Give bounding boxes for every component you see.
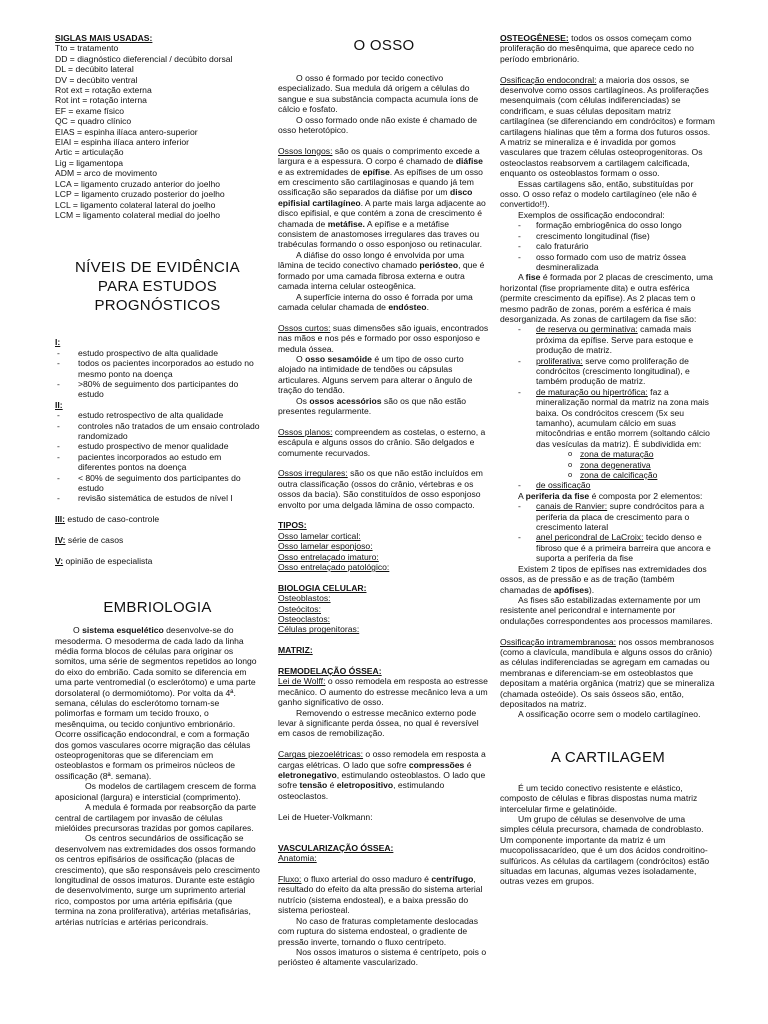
sigla-item: LCP = ligamento cruzado posterior do joelho [55,189,225,200]
fluxo-paragraph [278,874,490,916]
hueter-label: Lei de Hueter-Volkmann: [278,811,373,822]
sigla-item: ADM = arco de movimento [55,168,157,179]
text: A [518,272,526,283]
bold-term: centrífugo [431,874,474,885]
text: A epífise e a metáfise consistem de anastomoses irregulares das traves ou trabéculas formando o osso esponjoso ou retinacular. [278,218,482,250]
lacroix-label: anel pericondral de LaCroix: [536,532,644,543]
osteogenese-label: OSTEOGÊNESE: [500,33,569,43]
text: são os quais o comprimento excede a largura e a espessura. O corpo é chamado de [278,145,480,167]
tipo-item: Osso entrelaçado imaturo: [278,551,379,562]
text: A [518,490,526,501]
list-item: o zona de calcificação [558,470,716,480]
sigla-item: QC = quadro clínico [55,116,132,127]
fluxo-label: Fluxo: [278,874,302,885]
ossos-curtos-paragraph [278,323,490,354]
wolff-paragraph [278,676,490,707]
level-5 [55,556,260,566]
list-item [514,501,716,532]
column-right [500,33,716,887]
endocondral-label: Ossificação endocondral: [500,74,597,85]
level-2-label: II: [55,399,63,410]
bold-term: tensão [299,780,328,791]
level-3-text: estudo de caso-controle [65,514,160,525]
exemplos-title: Exemplos de ossificação endocondral: [518,209,665,220]
diafise-paragraph [278,250,490,292]
cartilagem-title: A CARTILAGEM [550,748,666,766]
level-4 [55,535,260,545]
bio-item: Células progenitoras: [278,624,360,635]
text: são os que não estão incluídos em outra classificação (ossos do crânio, vértebras e os ossos da bacia). São constituídos de osso esponjoso envolto por uma delgada lâmina de osso compacto. [278,468,483,510]
imaturos-paragraph: Nos ossos imaturos o sistema é centrípeto, pois o periósteo é altamente vascularizado. [278,946,487,968]
level-2-list [55,410,260,504]
text: faz a mineralização normal da matriz na zona mais baixa. Os condrócitos crescem (5x seu tamanho), acumulam cálcio em suas mitocôndrias e então morrem (soltando cálcio das vesículas da matriz). É subdividida em: [536,386,710,449]
text: supre condrócitos para a periferia da placa de crescimento para o crescimento lateral [536,501,705,533]
list-item: - osso formado com uso de matriz óssea desmineralizada [514,252,716,273]
tipo-item: Osso entrelaçado patológico: [278,562,390,573]
removendo-paragraph: Removendo o estresse mecânico externo pode levar à significante perda óssea, no qual é reversível em casos de remobilização. [278,707,479,739]
superficie-paragraph [278,292,490,313]
fises-paragraph: As fises são estabilizadas externamente por um resistente anel pericondral e internamente por ondulações correspondentes aos processos mamilares. [500,594,713,626]
embrio-paragraph-2: Os modelos de cartilagem crescem de forma aposicional (largura) e intersticial (comprimento). [55,781,256,802]
text: A diáfise do osso longo é envolvida por uma lâmina de tecido conectivo chamado [278,249,465,271]
text: é [327,780,337,791]
text: A superfície interna do osso é forrada por uma camada celular chamada de [278,291,473,312]
wolff-label: Lei de Wolff: [278,676,326,687]
text: nos ossos membranosos (como a clavícula, mandíbula e alguns ossos do crânio) as células indiferenciadas se agregam em camadas ou membranas e diferenciam-se em osteoblastos que depositam a matéria orgânica (matriz) que se mineraliza (chamada osteóide). Os sais ósseos são, então, depositados na matriz. [500,636,715,709]
list-item [514,532,716,563]
bold-term: apófises [553,584,589,595]
sigla-item: DD = diagnóstico dieferencial / decúbito dorsal [55,53,233,64]
ossos-curtos-label: Ossos curtos: [278,322,331,333]
sigla-item: DV = decúbito ventral [55,74,138,85]
sigla-item: EIAI = espinha ilíaca antero inferior [55,137,189,148]
column-middle [278,33,490,968]
list-item: - controles não tratados de um ensaio controlado randomizado [55,421,260,442]
list-item: - estudo retrospectivo de alta qualidade [55,410,260,420]
text: , estimulando osteoblastos. O lado que sofre [278,770,486,791]
text: o osso remodela em resposta ao estresse mecânico. O aumento do estresse mecânico leva a um ganho significativo de osso. [278,676,488,708]
list-item: - estudo prospectivo de menor qualidade [55,441,260,451]
bold-term: eletropositivo [336,780,394,791]
essas-paragraph: Essas cartilagens são, então, substituídas por osso. O osso refaz o modelo cartilagíneo (ele não é convertido!!). [500,178,697,210]
text: , que é formado por uma camada fibrosa externa e outra camada interna celular osteogênica. [278,260,485,292]
bold-term: diáfise [455,156,483,167]
text: O [296,353,306,364]
sigla-item: Tto = tratamento [55,43,119,54]
bold-term: fise [525,272,541,283]
text: desenvolve-se do mesoderma. O mesoderma de cada lado da linha média forma blocos de células para originar os somitos, uma série de segmentos repetidos ao longo do eixo do embrião. Cada somito se diferencia em uma parte ventromedial (o esclerótomo) e uma parte dorsolateral (o dermomiótomo). Por volta da 4ª. semana, células do esclerótomo tornam-se polimorfas e formam um tecido frouxo, o mesênquima, ou tecido conjuntivo embrionário. Ocorre ossificação endocondral, e com a formação dos gomos vasculares ocorre migração das células osteoprogenitoras que se diferenciam em osteoblastos e formam os primeiros núcleos de ossificação (8ª. semana). [55,625,257,781]
text: é composta por 2 elementos: [589,490,703,501]
periferia-paragraph [500,491,716,501]
ossos-longos-label: Ossos longos: [278,145,333,156]
zonas-list [514,324,716,449]
list-item [514,387,716,449]
level-3-label: III: [55,514,66,525]
bold-term: periferia da fise [525,490,590,501]
siglas-title: SIGLAS MAIS USADAS: [55,33,153,43]
subzonas-list [500,449,716,480]
exemplos-list [514,220,716,272]
ossos-planos-label: Ossos planos: [278,426,333,437]
ossos-planos-paragraph [278,427,490,458]
text: ). [588,584,595,595]
bio-item: Osteócitos: [278,603,321,614]
text: e as extremidades de [278,166,363,177]
fratura-paragraph: No caso de fraturas completamente deslocadas com ruptura do sistema endosteal, o gradiente de pressão inverte, tornando o fluxo centrípeto. [278,915,479,947]
siglas-list [55,43,260,220]
embrio-paragraph-1 [55,625,260,781]
ranvier-label: canais de Ranvier: [536,501,608,512]
niveis-title: NÍVEIS DE EVIDÊNCIA PARA ESTUDOS PROGNÓSTICOS [75,259,240,315]
zona-label: proliferativa: [536,355,583,366]
bold-term: endósteo [388,301,427,312]
text: o fluxo arterial do osso maduro é [301,874,432,885]
text: . [426,301,429,312]
list-item: - calo fraturário [514,241,716,251]
text: são os que não estão presentes regularmente. [278,395,467,416]
list-item: o zona degenerativa [558,460,716,470]
cartilagem-paragraph-1: É um tecido conectivo resistente e elástico, composto de células e fibras dispostas numa matriz intercelular firme e gelatinóide. [500,782,698,814]
level-1-list [55,348,260,400]
sigla-item: EF = exame físico [55,105,125,116]
cartilagem-paragraph-2: Um grupo de células se desenvolve de uma simples célula precursora, chamada de condroblasto. Um componente importante da matriz é um mucopolissacarídeo, que é um dos ácidos condroitino-sulfúricos. As células da cartilagem (condrócitos) estão situadas em lacunas, algumas vezes isoladamente, outras vezes em grupos. [500,814,710,887]
sigla-item: LCL = ligamento colateral lateral do joelho [55,199,216,210]
remodelacao-title: REMODELAÇÃO ÓSSEA: [278,666,382,677]
text: Existem 2 tipos de epífises nas extremidades dos ossos, as de pressão e as de tração (também chamadas de [500,563,707,595]
list-item: - >80% de seguimento dos participantes do estudo [55,379,260,400]
vascularizacao-title: VASCULARIZAÇÃO ÓSSEA: [278,842,394,853]
list-item: - revisão sistemática de estudos de nível I [55,493,260,503]
zona-4-list [514,480,716,490]
text: . As epífises de um osso em crescimento são cartilaginosas e quando já tem ossificação são separados da diáfise por um [278,166,483,198]
endocondral-paragraph [500,75,716,179]
bold-term: ossos acessórios [309,395,382,406]
bio-item: Osteoblastos: [278,593,331,604]
osso-title: O OSSO [353,37,415,54]
fise-paragraph [500,272,716,324]
text: , resultado do efeito da alta pressão do sistema arterial nutrício (sistema endosteal), e a baixa pressão do sistema periosteal. [278,874,483,916]
ossos-longos-paragraph [278,146,490,250]
matriz-title: MATRIZ: [278,645,313,656]
level-1-label: I: [55,337,61,348]
sigla-item: LCA = ligamento cruzado anterior do joelho [55,178,221,189]
list-item: - estudo prospectivo de alta qualidade [55,348,260,358]
list-item: - formação embriogênica do osso longo [514,220,716,230]
tipo-item: Osso lamelar cortical: [278,530,361,541]
text: é um tipo de osso curto alojado na intimidade de tendões ou cápsulas articulares. Alguns servem para alterar o ângulo de tração do tendão. [278,353,473,396]
level-3 [55,514,260,524]
list-item: - de ossificação [514,480,716,490]
text: a maioria dos ossos, se desenvolve como ossos cartilagíneos. As proliferações mesenquimais (com células indiferenciadas) se condrificam, e suas células depositam matriz cartilagínea (se diferenciando em condrócitos) e formam cartilagens hialinas que têm a forma dos futuros ossos. A matriz se mineraliza e é invadida por gomos vasculares que trazem células osteoprogenitoras. Os osteoclastos reabsorvem a cartilagem calcificada, enquanto os osteoblastos formam o osso. [500,74,715,179]
acessorios-paragraph [278,396,490,417]
cargas-label: Cargas piezoelétricas: [278,749,364,760]
bold-term: osso sesamóide [305,353,372,364]
cargas-paragraph [278,749,490,801]
bold-term: eletronegativo [278,770,337,781]
text: o osso remodela em resposta a cargas elétricas. O lado que sofre [278,749,486,770]
bold-term: metáfise. [327,218,365,229]
embrio-paragraph-3: A medula é formada por reabsorção da parte central de cartilagem por invasão de células mielóides precursoras trazidas por gomos capilares. [55,802,257,833]
column-left [55,33,260,927]
intramembranosa-label: Ossificação intramembranosa: [500,636,617,647]
osso-paragraph-2: O osso formado onde não existe é chamado de osso heterotópico. [278,114,478,136]
osteogenese-paragraph [500,33,716,64]
list-item: - pacientes incorporados ao estudo em diferentes pontos na doença [55,452,260,473]
periferia-list [514,501,716,563]
bold-term: epífise [362,166,390,177]
ossos-irregulares-label: Ossos irregulares: [278,468,348,479]
sesamoide-paragraph [278,354,490,396]
level-4-label: IV: [55,535,66,545]
text: Os [296,395,310,406]
zona-label: de reserva ou germinativa: [536,324,638,335]
sigla-item: EIAS = espinha ilíaca antero-superior [55,126,198,137]
list-item: - todos os pacientes incorporados ao estudo no mesmo ponto na doença [55,358,260,379]
text: todos os ossos começam como proliferação do mesênquima, que aparece cedo no período embrionário. [500,33,694,64]
level-4-text: série de casos [65,535,124,545]
intramembranosa-paragraph [500,637,716,710]
sigla-item: Artic = articulação [55,147,124,158]
ossificacao-paragraph: A ossificação ocorre sem o modelo cartilagíneo. [518,709,701,720]
text: , estimulando osteoclastos. [278,780,445,801]
text: é [464,759,472,770]
list-item [514,324,716,355]
list-item: o zona de maturação [558,449,716,459]
text: serve como proliferação de condrócitos (crescimento longitudinal), e também produção de matriz. [536,355,690,387]
list-item: - crescimento longitudinal (fise) [514,231,716,241]
tipos-title: TIPOS: [278,520,307,531]
text: camada mais próxima da epífise. Serve para estoque e produção de matriz. [536,324,694,356]
tipo-item: Osso lamelar esponjoso: [278,541,373,552]
anatomia-label: Anatomia: [278,853,317,864]
text: tecido denso e fibroso que é a primeira barreira que ancora e suporta a periferia da fise [536,532,711,564]
osso-paragraph-1: O osso é formado por tecido conectivo especializado. Sua medula dá origem a células do sangue e sua substância compacta acumula íons de cálcio e fosfato. [278,73,479,115]
bold-term: sistema esquelético [82,625,164,636]
level-5-text: opinião de especialista [63,555,153,566]
biologia-title: BIOLOGIA CELULAR: [278,582,367,593]
sigla-item: Lig = ligamentopa [55,157,124,168]
embrio-paragraph-4: Os centros secundários de ossificação se desenvolvem nas extremidades dos ossos formando os centros epifisários de ossificação (placas de crescimento), que são responsáveis pelo crescimento longitudinal de ossos imaturos. Durante este estágio de desenvolvimento, surge um suprimento arterial rico, compostos por uma artéria epifisária (que termina na zona proliferativa), artérias metafisárias, artérias nutrícias e artérias pericondrais. [55,833,260,927]
text: compreendem as costelas, o esterno, a escápula e alguns ossos do crânio. São delgados e comumente recurvados. [278,426,486,458]
sigla-item: LCM = ligamento colateral medial do joelho [55,209,221,220]
zona-label: de maturação ou hipertrófica: [536,386,648,397]
ossos-irregulares-paragraph [278,468,490,510]
bold-term: compressões [408,759,465,770]
sigla-item: Rot int = rotação interna [55,95,147,106]
text: é formada por 2 placas de crescimento, uma horizontal (fise propriamente dita) e outra esférica (permite crescimento da epífise). As 2 placas tem o mesmo padrão de zonas, porém a esférica é mais desorganizada. As zonas de cartilagem da fise são: [500,272,713,324]
text: . A parte mais larga adjacente ao disco epifisial, e que contém a zona de crescimento é chamada de [278,197,486,229]
bold-term: periósteo [419,260,459,271]
bold-term: disco epifisial cartilagíneo [278,187,473,208]
text: suas dimensões são iguais, encontrados nas mãos e nos pés e formado por osso esponjoso e medula óssea. [278,322,489,354]
level-5-label: V: [55,555,64,566]
bio-item: Osteoclastos: [278,614,331,625]
text: O [73,625,83,636]
existem-paragraph [500,564,716,595]
list-item: - < 80% de seguimento dos participantes do estudo [55,473,260,494]
embriologia-title: EMBRIOLOGIA [103,599,212,617]
sigla-item: Rot ext = rotação externa [55,85,152,96]
list-item [514,356,716,387]
sigla-item: DL = decúbito lateral [55,64,134,75]
